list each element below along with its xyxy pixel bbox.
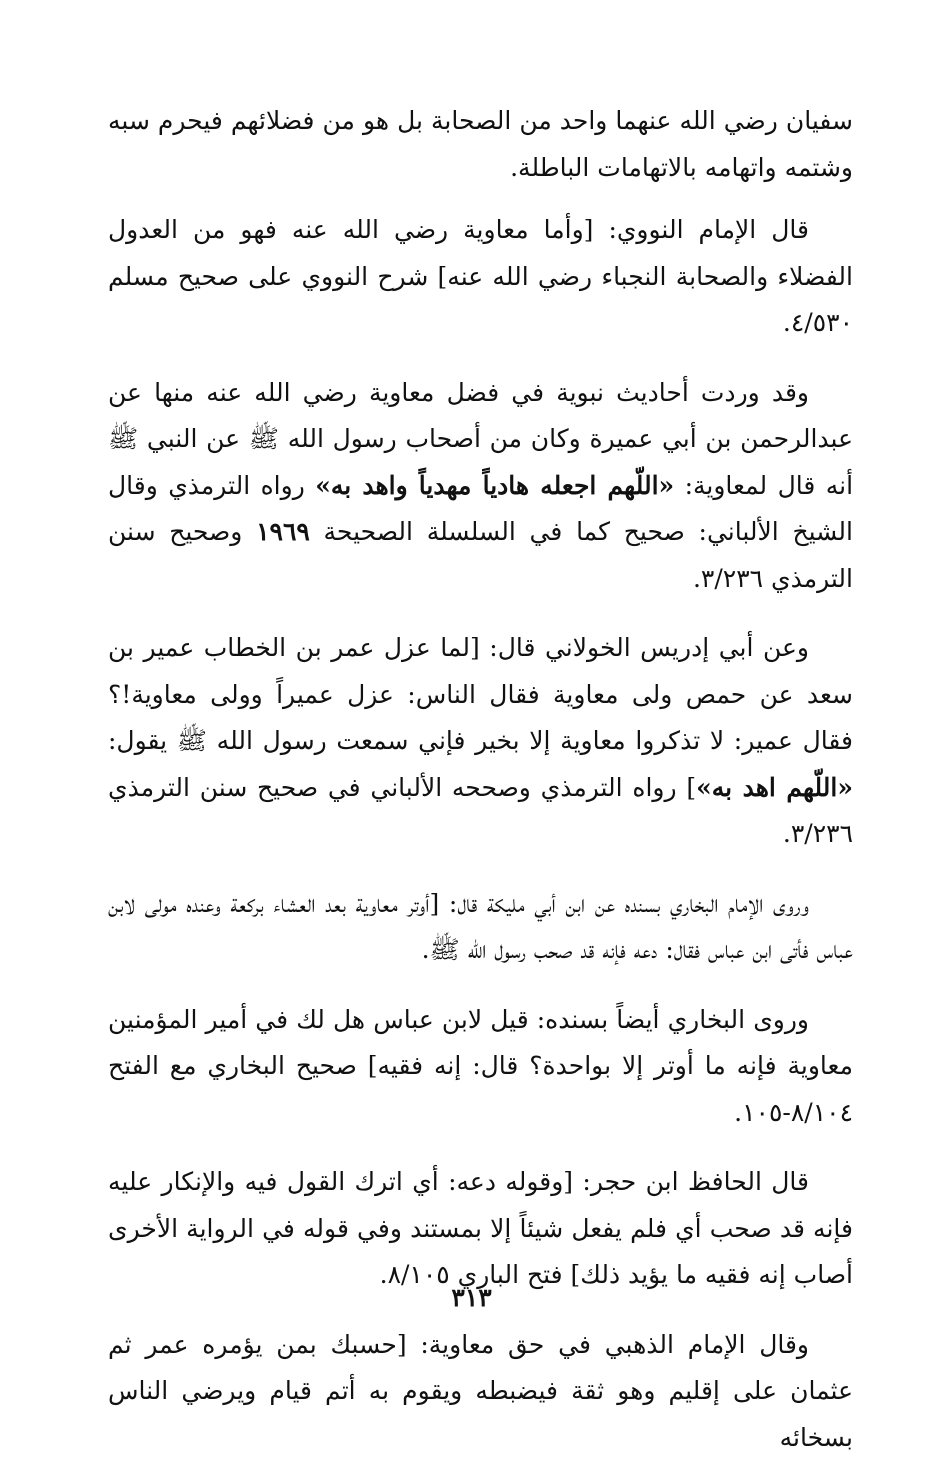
page-body [108, 98, 853, 1484]
paragraph-7-text: قال الحافظ ابن حجر: [وقوله دعه: أي اترك القول فيه والإنكار عليه فإنه قد صحب أي فلم يفعل شيئاً إلا بمستند وفي قوله في الرواية الأخرى أصاب إنه فقيه ما يؤيد ذلك] فتح الباري ٨/١٠٥. [108, 1167, 853, 1289]
paragraph-2-text: قال الإمام النووي: [وأما معاوية رضي الله عنه فهو من العدول الفضلاء والصحابة النجباء رضي الله عنه] شرح النووي على صحيح مسلم ٤/٥٣٠. [108, 215, 853, 337]
hadith-number: ١٩٦٩ [256, 517, 310, 546]
paragraph-4 [108, 625, 853, 858]
paragraph-6 [108, 997, 853, 1137]
paragraph-5 [108, 881, 853, 974]
hadith-quote-2: «اللّهم اهد به» [696, 772, 853, 802]
paragraph-8-text: وقال الإمام الذهبي في حق معاوية: [حسبك بمن يؤمره عمر ثم عثمان على إقليم وهو ثقة فيضبطه ويقوم به أتم قيام ويرضي الناس بسخائه [108, 1329, 853, 1452]
paragraph-5-text: وروى الإمام البخاري بسنده عن ابن أبي مليكة قال: [أوتر معاوية بعد العشاء بركعة وعنده مولى لابن عباس فأتى ابن عباس فقال: دعه فإنه قد صحب رسول الله ﷺ. [108, 888, 853, 964]
paragraph-3 [108, 370, 853, 603]
hadith-quote-1: «اللّهم اجعله هادياً مهدياً واهد به» [315, 470, 675, 500]
paragraph-8 [108, 1322, 853, 1462]
paragraph-1 [108, 98, 853, 191]
paragraph-4-text-start: وعن أبي إدريس الخولاني قال: [لما عزل عمر بن الخطاب عمير بن سعد عن حمص ولى معاوية فقال الناس: عزل عميراً وولى معاوية!؟ فقال عمير: لا تذكروا معاوية إلا بخير فإني سمعت رسول الله ﷺ يقول: [108, 633, 853, 755]
paragraph-7 [108, 1159, 853, 1299]
page-number: ٣١٣ [451, 1283, 492, 1312]
paragraph-3-text-start: وقد وردت أحاديث نبوية في فضل معاوية رضي الله عنه منها عن عبدالرحمن بن أبي عميرة وكان من أصحاب رسول الله ﷺ عن النبي ﷺ أنه قال لمعاوية: [108, 377, 854, 500]
paragraph-6-text: وروى البخاري أيضاً بسنده: قيل لابن عباس هل لك في أمير المؤمنين معاوية فإنه ما أوتر إلا بواحدة؟ قال: إنه فقيه] صحيح البخاري مع الفتح ٨/١٠٤-١٠٥. [108, 1004, 853, 1127]
paragraph-2 [108, 207, 853, 347]
paragraph-3-text-end: وصحيح سنن الترمذي ٣/٢٣٦. [108, 517, 853, 593]
paragraph-3-text-mid: رواه الترمذي وقال الشيخ الألباني: صحيح كما في السلسلة الصحيحة [108, 470, 853, 546]
paragraph-1-text: سفيان رضي الله عنهما واحد من الصحابة بل هو من فضلائهم فيحرم سبه وشتمه واتهامه بالاتهامات الباطلة. [108, 106, 853, 182]
paragraph-4-text-end: ] رواه الترمذي وصححه الألباني في صحيح سنن الترمذي ٣/٢٣٦. [108, 772, 853, 848]
